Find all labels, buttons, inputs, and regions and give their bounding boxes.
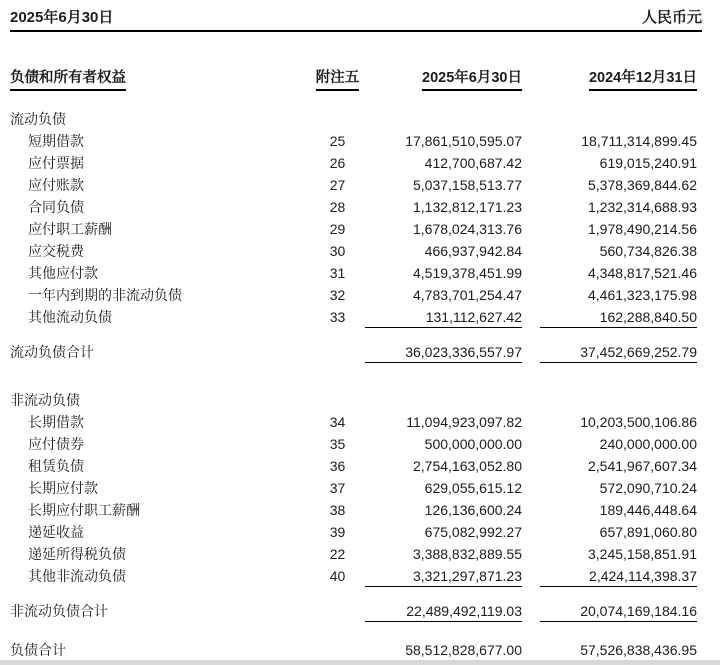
amount-prior: 37,452,669,252.79 bbox=[540, 341, 697, 363]
statement-date: 2025年6月30日 bbox=[10, 9, 114, 26]
row-label: 应付账款 bbox=[28, 177, 84, 193]
row-label: 应付职工薪酬 bbox=[28, 221, 112, 237]
note-number: 30 bbox=[329, 243, 346, 259]
row-label: 长期应付职工薪酬 bbox=[28, 502, 140, 518]
amount-current: 4,519,378,451.99 bbox=[413, 265, 522, 281]
table-row-item bbox=[10, 499, 702, 521]
row-label: 应交税费 bbox=[28, 243, 84, 259]
row-label: 应付债券 bbox=[28, 436, 84, 452]
amount-prior: 162,288,840.50 bbox=[540, 306, 697, 328]
table-row-item bbox=[10, 433, 702, 455]
amount-prior: 189,446,448.64 bbox=[599, 502, 697, 518]
amount-prior: 4,461,323,175.98 bbox=[588, 287, 697, 303]
amount-prior: 2,541,967,607.34 bbox=[588, 458, 697, 474]
amount-current: 675,082,992.27 bbox=[424, 524, 522, 540]
table-row-item bbox=[10, 543, 702, 565]
row-label: 短期借款 bbox=[28, 133, 84, 149]
amount-prior bbox=[540, 389, 697, 411]
note-number: 38 bbox=[329, 502, 346, 518]
note-number: 35 bbox=[329, 436, 346, 452]
amount-prior: 560,734,826.38 bbox=[599, 243, 697, 259]
row-label: 合同负债 bbox=[28, 199, 84, 215]
table-row-total bbox=[10, 600, 702, 622]
note-number: 31 bbox=[329, 265, 346, 281]
note-number: 25 bbox=[329, 133, 346, 149]
note-number: 36 bbox=[329, 458, 346, 474]
amount-prior: 20,074,169,184.16 bbox=[540, 600, 697, 622]
amount-current: 11,094,923,097.82 bbox=[406, 414, 522, 430]
row-label: 负债合计 bbox=[10, 642, 66, 658]
amount-current: 22,489,492,119.03 bbox=[365, 600, 522, 622]
amount-current: 126,136,600.24 bbox=[424, 502, 522, 518]
amount-current: 1,132,812,171.23 bbox=[413, 199, 522, 215]
row-label: 流动负债合计 bbox=[10, 344, 94, 360]
row-label: 租赁负债 bbox=[28, 458, 84, 474]
table-row-item bbox=[10, 455, 702, 477]
amount-current: 36,023,336,557.97 bbox=[365, 341, 522, 363]
note-number: 33 bbox=[329, 309, 346, 325]
note-number: 29 bbox=[329, 221, 346, 237]
amount-prior: 10,203,500,106.86 bbox=[580, 414, 697, 430]
table-row-item bbox=[10, 218, 702, 240]
amount-prior: 4,348,817,521.46 bbox=[588, 265, 697, 281]
row-label: 长期应付款 bbox=[28, 480, 98, 496]
note-number: 27 bbox=[329, 177, 346, 193]
row-label: 长期借款 bbox=[28, 414, 84, 430]
table-row-item bbox=[10, 565, 702, 587]
row-label: 其他非流动负债 bbox=[28, 568, 126, 584]
amount-prior: 657,891,060.80 bbox=[599, 524, 697, 540]
amount-prior: 1,978,490,214.56 bbox=[588, 221, 697, 237]
column-header-label: 负债和所有者权益 bbox=[10, 66, 310, 91]
row-label: 非流动负债 bbox=[10, 392, 80, 408]
table-row-item bbox=[10, 411, 702, 433]
table-row-item bbox=[10, 306, 702, 328]
amount-current: 131,112,627.42 bbox=[365, 306, 522, 328]
note-number: 37 bbox=[329, 480, 346, 496]
table-row-item bbox=[10, 240, 702, 262]
amount-prior: 572,090,710.24 bbox=[599, 480, 697, 496]
amount-current: 3,321,297,871.23 bbox=[365, 565, 522, 587]
amount-current: 4,783,701,254.47 bbox=[413, 287, 522, 303]
amount-current: 3,388,832,889.55 bbox=[413, 546, 522, 562]
row-label: 递延所得税负债 bbox=[28, 546, 126, 562]
table-body bbox=[10, 108, 702, 661]
amount-prior: 18,711,314,899.45 bbox=[581, 133, 697, 149]
table-row-item bbox=[10, 152, 702, 174]
column-header-note: 附注五 bbox=[310, 66, 365, 91]
note-number: 39 bbox=[329, 524, 346, 540]
amount-current: 17,861,510,595.07 bbox=[405, 133, 522, 149]
amount-current: 1,678,024,313.76 bbox=[413, 221, 522, 237]
row-label: 流动负债 bbox=[10, 111, 66, 127]
table-row-item bbox=[10, 174, 702, 196]
table-row-total bbox=[10, 341, 702, 363]
row-label: 递延收益 bbox=[28, 524, 84, 540]
amount-current: 58,512,828,677.00 bbox=[365, 639, 522, 661]
note-number: 34 bbox=[329, 414, 346, 430]
amount-prior: 2,424,114,398.37 bbox=[540, 565, 697, 587]
row-label: 其他流动负债 bbox=[28, 309, 112, 325]
amount-prior: 1,232,314,688.93 bbox=[588, 199, 697, 215]
table-column-header bbox=[10, 66, 702, 88]
bottom-edge-bar bbox=[0, 660, 720, 665]
amount-current: 412,700,687.42 bbox=[424, 155, 522, 171]
row-label: 一年内到期的非流动负债 bbox=[28, 287, 182, 303]
amount-current bbox=[365, 108, 522, 130]
note-number: 32 bbox=[329, 287, 346, 303]
statement-header bbox=[10, 6, 702, 32]
amount-current: 466,937,942.84 bbox=[424, 243, 522, 259]
table-row-item bbox=[10, 477, 702, 499]
table-row-section bbox=[10, 108, 702, 130]
table-row-item bbox=[10, 196, 702, 218]
amount-current: 629,055,615.12 bbox=[424, 480, 522, 496]
row-label: 应付票据 bbox=[28, 155, 84, 171]
table-row-section bbox=[10, 389, 702, 411]
note-number: 26 bbox=[329, 155, 346, 171]
row-label: 非流动负债合计 bbox=[10, 603, 108, 619]
amount-prior: 5,378,369,844.62 bbox=[588, 177, 697, 193]
column-header-current-period: 2025年6月30日 bbox=[365, 66, 522, 91]
table-row-item bbox=[10, 521, 702, 543]
note-number: 28 bbox=[329, 199, 346, 215]
table-row-item bbox=[10, 284, 702, 306]
table-row-item bbox=[10, 262, 702, 284]
note-number: 40 bbox=[329, 568, 346, 584]
row-label: 其他应付款 bbox=[28, 265, 98, 281]
amount-prior bbox=[540, 108, 697, 130]
table-row-item bbox=[10, 130, 702, 152]
amount-current: 5,037,158,513.77 bbox=[413, 177, 522, 193]
currency-unit: 人民币元 bbox=[641, 9, 702, 26]
column-header-prior-period: 2024年12月31日 bbox=[540, 66, 697, 91]
table-row-total bbox=[10, 639, 702, 661]
note-number: 22 bbox=[329, 546, 346, 562]
amount-prior: 57,526,838,436.95 bbox=[540, 639, 697, 661]
amount-current: 500,000,000.00 bbox=[424, 436, 522, 452]
amount-current bbox=[365, 389, 522, 411]
amount-prior: 619,015,240.91 bbox=[599, 155, 697, 171]
amount-prior: 3,245,158,851.91 bbox=[588, 546, 697, 562]
amount-prior: 240,000,000.00 bbox=[599, 436, 697, 452]
amount-current: 2,754,163,052.80 bbox=[413, 458, 522, 474]
